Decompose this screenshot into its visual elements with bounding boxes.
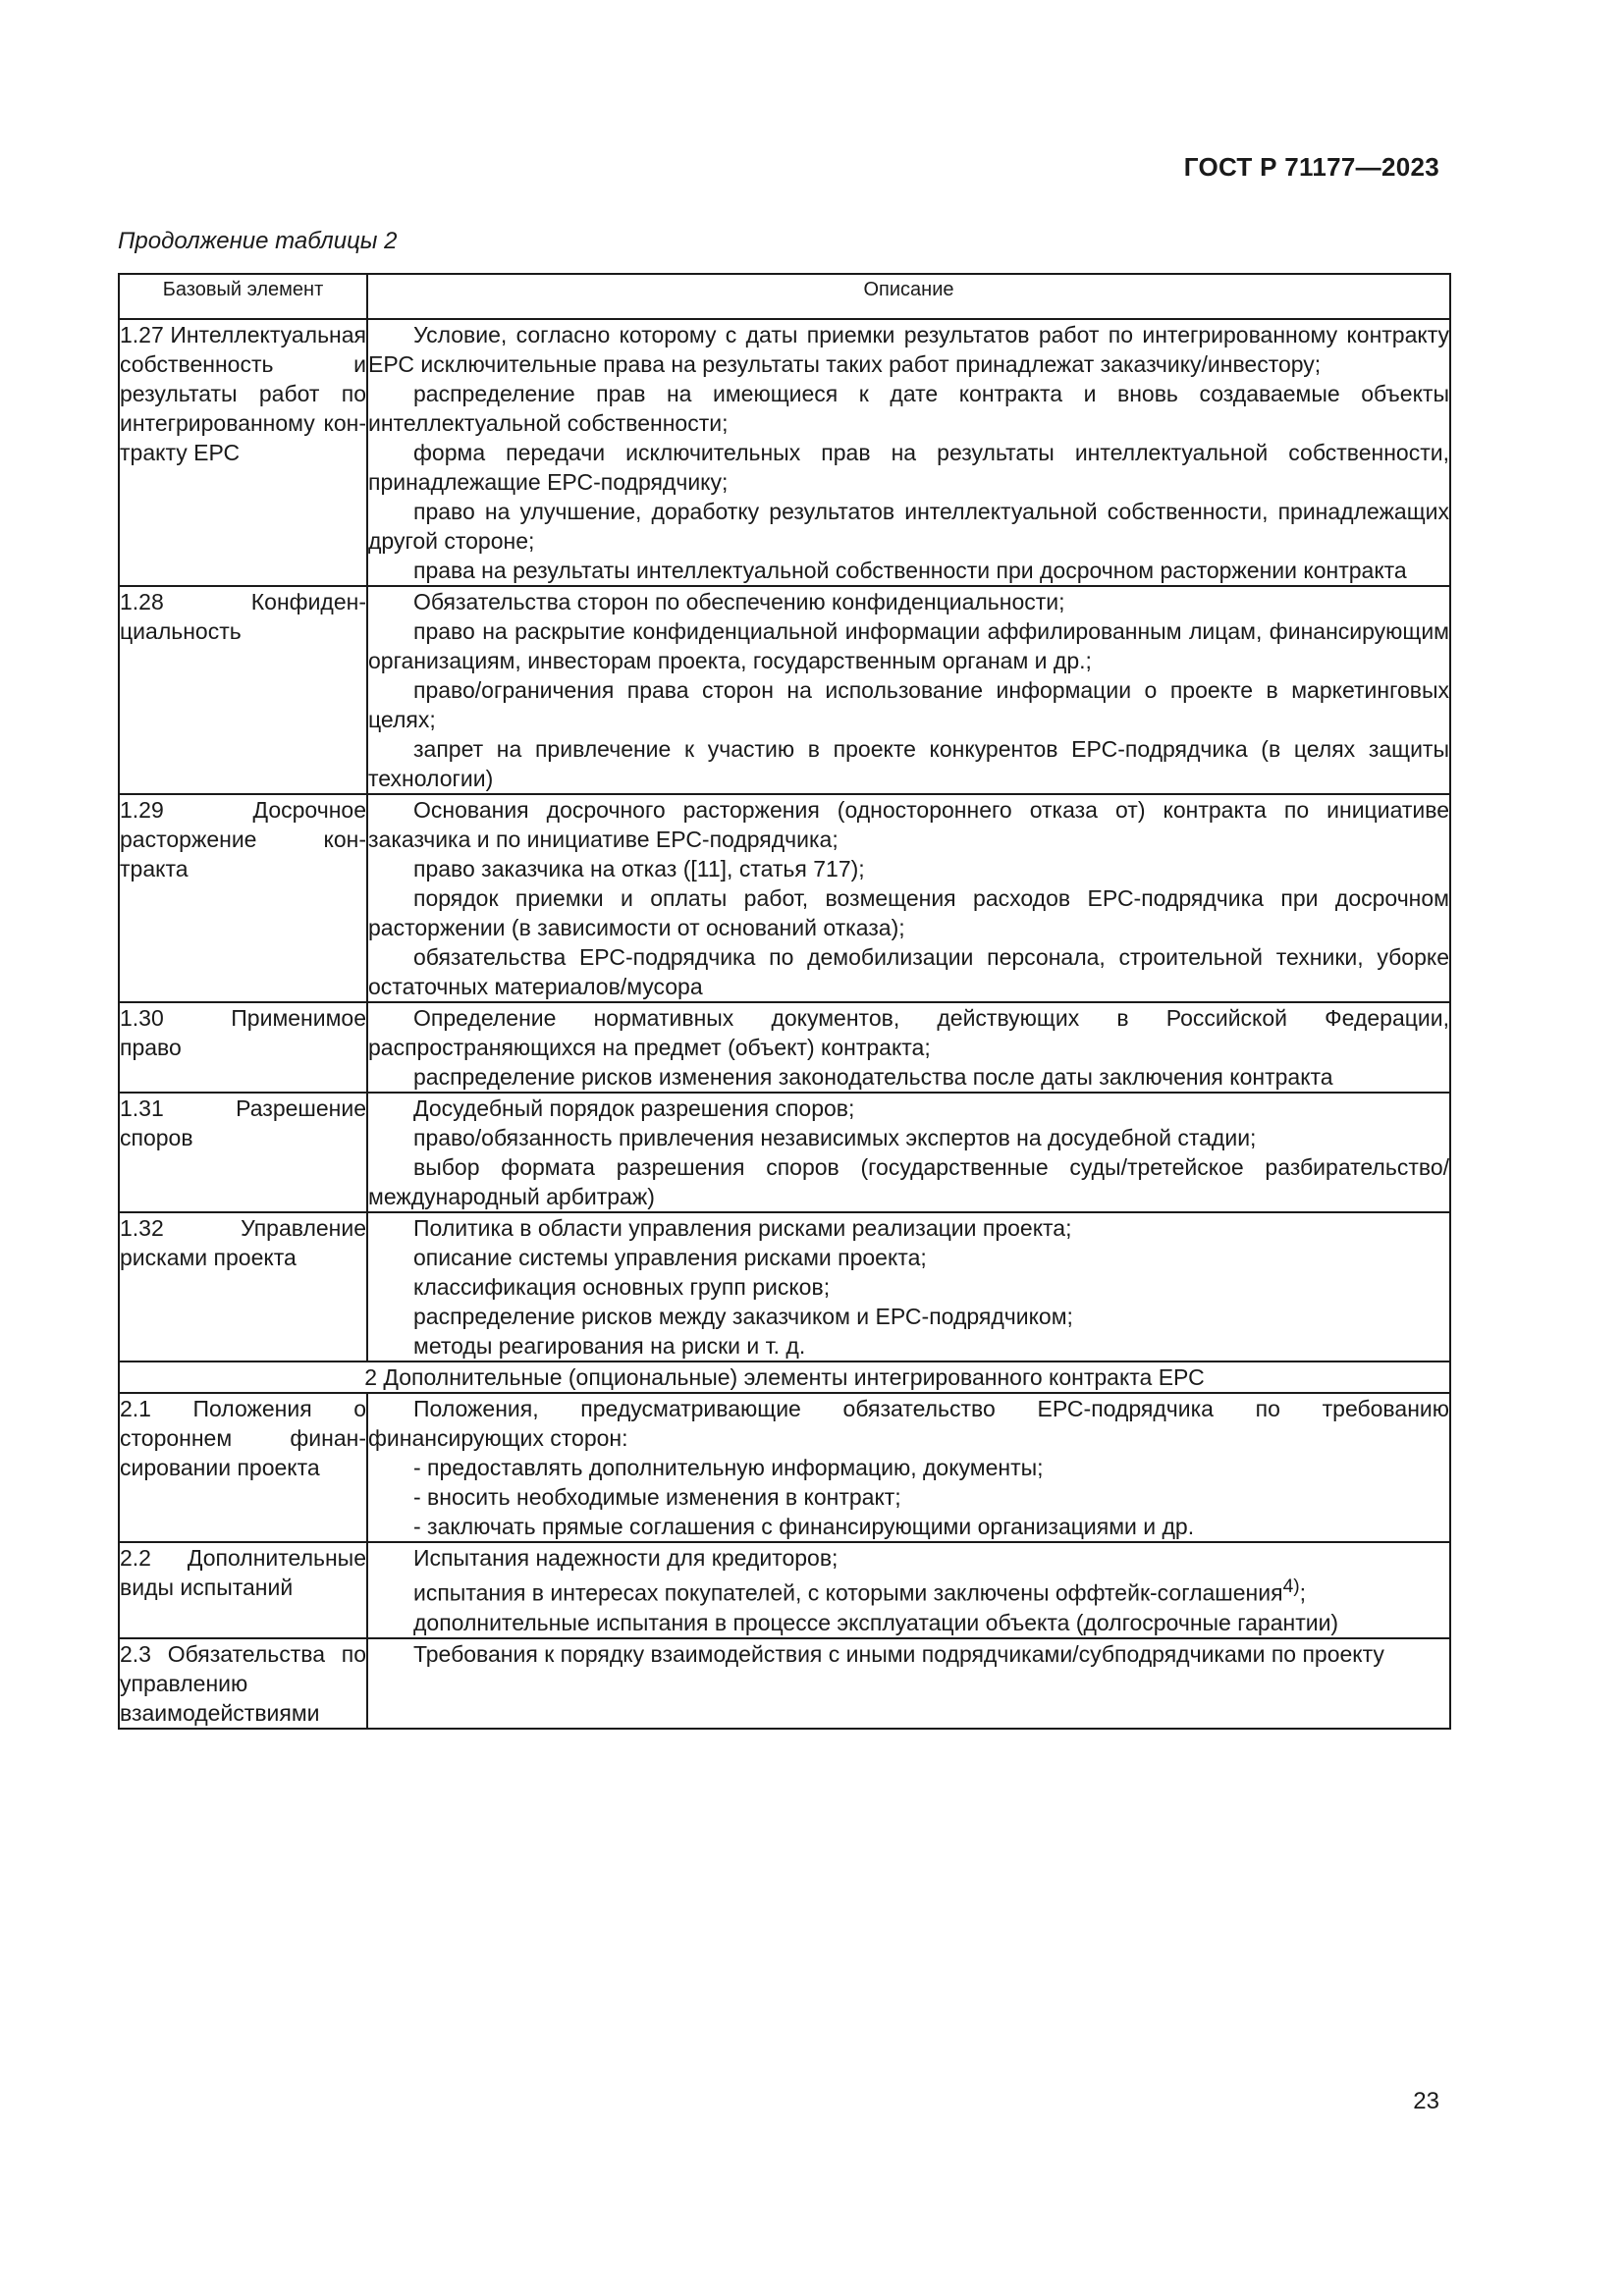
description-paragraph: право на улучшение, доработку результатов интеллектуальной собственности, принадлежащих другой стороне; <box>368 499 1449 554</box>
table-continuation-caption: Продолжение таблицы 2 <box>118 228 398 254</box>
table-row <box>119 586 1450 794</box>
description-paragraph: методы реагирования на риски и т. д. <box>413 1333 806 1359</box>
table-row <box>119 1638 1450 1729</box>
description-paragraph: классификация основных групп рисков; <box>413 1274 831 1300</box>
row-description-cell <box>367 1093 1450 1212</box>
column-header-element: Базовый элемент <box>119 274 367 319</box>
table-row <box>119 1393 1450 1542</box>
description-paragraph: порядок приемки и оплаты работ, возмещения расходов ЕРС-подрядчика при досрочном расторжении (в зависимости от оснований отказа); <box>368 885 1449 940</box>
row-element-cell: 1.30 Применимое право <box>119 1002 367 1093</box>
description-paragraph: права на результаты интеллектуальной собственности при досрочном расторжении контракта <box>413 558 1407 583</box>
row-description-cell <box>367 1212 1450 1362</box>
description-paragraph: Обязательства сторон по обеспечению конфиденциальности; <box>413 589 1065 614</box>
description-list-item: - предоставлять дополнительную информацию, документы; <box>413 1455 1044 1480</box>
description-paragraph: распределение прав на имеющиеся к дате контракта и вновь создаваемые объекты интеллектуальной собственности; <box>368 381 1449 436</box>
row-description-cell <box>367 1393 1450 1542</box>
row-element-cell: 1.28 Конфиденциальность <box>119 586 367 794</box>
table-row <box>119 319 1450 586</box>
description-paragraph: право заказчика на отказ ([11], статья 717); <box>413 856 865 881</box>
description-paragraph <box>368 1573 1449 1608</box>
row-element-cell: 1.27 Интеллектуальная собственность и результаты работ по интегрированному контракту ЕРС <box>119 319 367 586</box>
footnote-marker: 4) <box>1282 1576 1300 1597</box>
description-paragraph: обязательства ЕРС-подрядчика по демобилизации персонала, строительной техники, уборке остаточных материалов/мусора <box>368 944 1449 999</box>
paragraph-text: испытания в интересах покупателей, с которыми заключены оффтейк-соглашения <box>413 1579 1283 1606</box>
table-row <box>119 1212 1450 1362</box>
description-paragraph: запрет на привлечение к участию в проекте конкурентов ЕРС-подрядчика (в целях защиты технологии) <box>368 736 1449 791</box>
description-paragraph: распределение рисков между заказчиком и ЕРС-подрядчиком; <box>413 1304 1073 1329</box>
table-header-row <box>119 274 1450 319</box>
table-row <box>119 1542 1450 1638</box>
description-paragraph: Условие, согласно которому с даты приемки результатов работ по интегрированному контракту ЕРС исключительные права на результаты таких работ принадлежат заказчику/инвестору; <box>368 322 1449 377</box>
description-paragraph: Испытания надежности для кредиторов; <box>413 1545 839 1571</box>
description-paragraph: Основания досрочного расторжения (одностороннего отказа от) контракта по инициативе заказчика и по инициативе ЕРС-подрядчика; <box>368 797 1449 852</box>
description-paragraph: Положения, предусматривающие обязательство ЕРС-подрядчика по требованию финансирующих сторон: <box>368 1396 1449 1451</box>
description-paragraph: Требования к порядку взаимодействия с иными подрядчиками/субподрядчиками по проекту <box>413 1640 1384 1667</box>
elements-table <box>118 273 1451 1730</box>
description-paragraph: право/ограничения права сторон на использование информации о проекте в маркетинговых целях; <box>368 677 1449 732</box>
page-number: 23 <box>1413 2088 1439 2114</box>
description-paragraph: выбор формата разрешения споров (государственные суды/третейское разбирательство/международный арбитраж) <box>368 1154 1449 1209</box>
description-paragraph: Определение нормативных документов, действующих в Российской Федерации, распространяющихся на предмет (объект) контракта; <box>368 1005 1449 1060</box>
row-description-cell <box>367 1638 1450 1729</box>
description-paragraph: распределение рисков изменения законодательства после даты заключения контракта <box>413 1064 1333 1090</box>
table-row <box>119 1002 1450 1093</box>
description-paragraph: право на раскрытие конфиденциальной информации аффилированным лицам, финансирующим организациям, инвесторам проекта, государственным органам и др.; <box>368 618 1449 673</box>
table-section-row <box>119 1362 1450 1393</box>
description-paragraph: Политика в области управления рисками реализации проекта; <box>413 1215 1072 1241</box>
row-description-cell <box>367 1002 1450 1093</box>
column-header-description: Описание <box>367 274 1450 319</box>
description-paragraph: Досудебный порядок разрешения споров; <box>413 1095 855 1121</box>
row-element-cell: 1.31 Разрешение споров <box>119 1093 367 1212</box>
row-element-cell: 2.1 Положения о стороннем финансировании проекта <box>119 1393 367 1542</box>
row-element-cell: 2.2 Дополнительные виды испытаний <box>119 1542 367 1638</box>
row-description-cell <box>367 319 1450 586</box>
table-row <box>119 1093 1450 1212</box>
description-list-item: - заключать прямые соглашения с финансирующими организациями и др. <box>413 1514 1195 1539</box>
description-paragraph: дополнительные испытания в процессе эксплуатации объекта (долгосрочные гарантии) <box>413 1609 1339 1635</box>
paragraph-punctuation: ; <box>1299 1579 1306 1606</box>
document-id: ГОСТ Р 71177—2023 <box>1183 152 1439 182</box>
description-list-item: - вносить необходимые изменения в контракт; <box>413 1484 901 1510</box>
row-element-cell: 2.3 Обязательства по управлению взаимодействиями <box>119 1638 367 1729</box>
description-paragraph: право/обязанность привлечения независимых экспертов на досудебной стадии; <box>413 1125 1257 1150</box>
row-element-cell: 1.29 Досрочное расторжение контракта <box>119 794 367 1002</box>
table-row <box>119 794 1450 1002</box>
row-description-cell <box>367 586 1450 794</box>
description-paragraph: форма передачи исключительных прав на результаты интеллектуальной собственности, принадлежащие ЕРС-подрядчику; <box>368 440 1449 495</box>
row-description-cell <box>367 1542 1450 1638</box>
section-title: 2 Дополнительные (опциональные) элементы интегрированного контракта ЕРС <box>119 1362 1450 1393</box>
row-element-cell: 1.32 Управление рисками проекта <box>119 1212 367 1362</box>
description-paragraph: описание системы управления рисками проекта; <box>413 1245 927 1270</box>
row-description-cell <box>367 794 1450 1002</box>
